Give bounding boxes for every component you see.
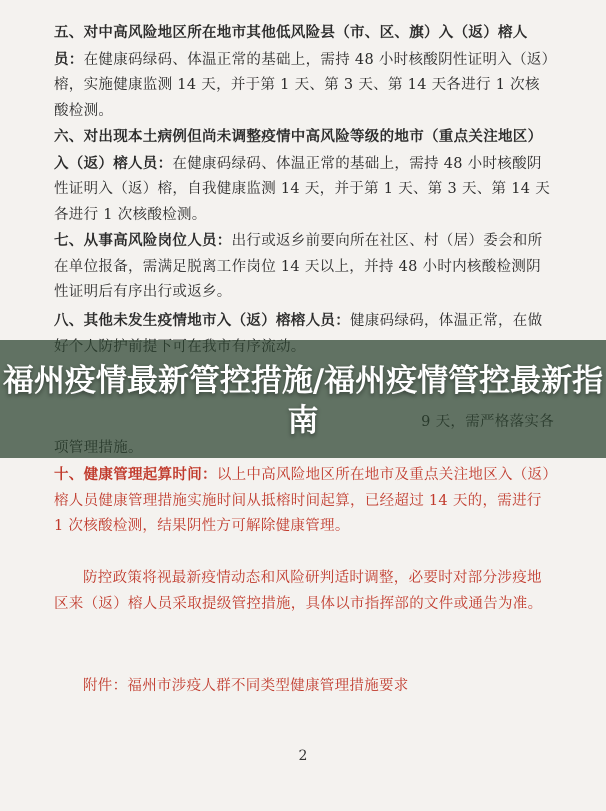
attachment-line: [54, 674, 554, 700]
paragraph-10: [54, 462, 554, 540]
paragraph-5-body: 在健康码绿码、体温正常的基础上，需持 48 小时核酸阴性证明入（返）榕，实施健康监测 14 天，并于第 1 天、第 3 天、第 14 天各进行 1 次核酸检测。: [54, 51, 550, 119]
paragraph-6-body: 在健康码绿码、体温正常的基础上，需持 48 小时核酸阴性证明入（返）榕，自我健康监测 14 天，并于第 1 天、第 3 天、第 14 天各进行 1 次核酸检测。: [54, 155, 551, 223]
paragraph-8-body: 健康码绿码，体温正常，在做: [350, 313, 543, 329]
paragraph-8-heading: 八、其他未发生疫情地市入（返）榕榕人员：: [54, 312, 350, 329]
paragraph-10-heading: 十、健康管理起算时间：: [54, 466, 217, 483]
banner-title: 福州疫情最新管控措施/福州疫情管控最新指南: [2, 363, 604, 439]
paragraph-7-body: 出行或返乡前要向所在社区、村（居）委会和所在单位报备，需满足脱离工作岗位 14 天以上，并持 48 小时内核酸检测阴性证明后有序出行或返乡。: [54, 233, 543, 300]
paragraph-5-heading: 五、对中高风险地区所在地市其他低风险县（市、区、旗）入（返）榕人员：: [54, 24, 528, 68]
paragraph-adjustment-body: 防控政策将视最新疫情动态和风险研判适时调整，必要时对部分涉疫地区来（返）榕人员采取提级管控措施，具体以市指挥部的文件或通告为准。: [54, 570, 543, 612]
paragraph-7: [54, 228, 554, 306]
paragraph-5: [54, 20, 554, 124]
paragraph-10-body: 以上中高风险地区所在地市及重点关注地区入（返）榕人员健康管理措施实施时间从抵榕时间起算，已经超过 14 天的，需进行 1 次核酸检测，结果阴性方可解除健康管理。: [54, 467, 550, 534]
attachment-text: 附件：福州市涉疫人群不同类型健康管理措施要求: [83, 678, 409, 694]
paragraph-6: [54, 124, 554, 228]
paragraph-6-heading: 六、对出现本土病例但尚未调整疫情中高风险等级的地市（重点关注地区）入（返）榕人员：: [54, 128, 543, 172]
page-number: 2: [298, 748, 308, 764]
paragraph-7-heading: 七、从事高风险岗位人员：: [54, 232, 232, 249]
paragraph-adjustment: [54, 566, 554, 617]
